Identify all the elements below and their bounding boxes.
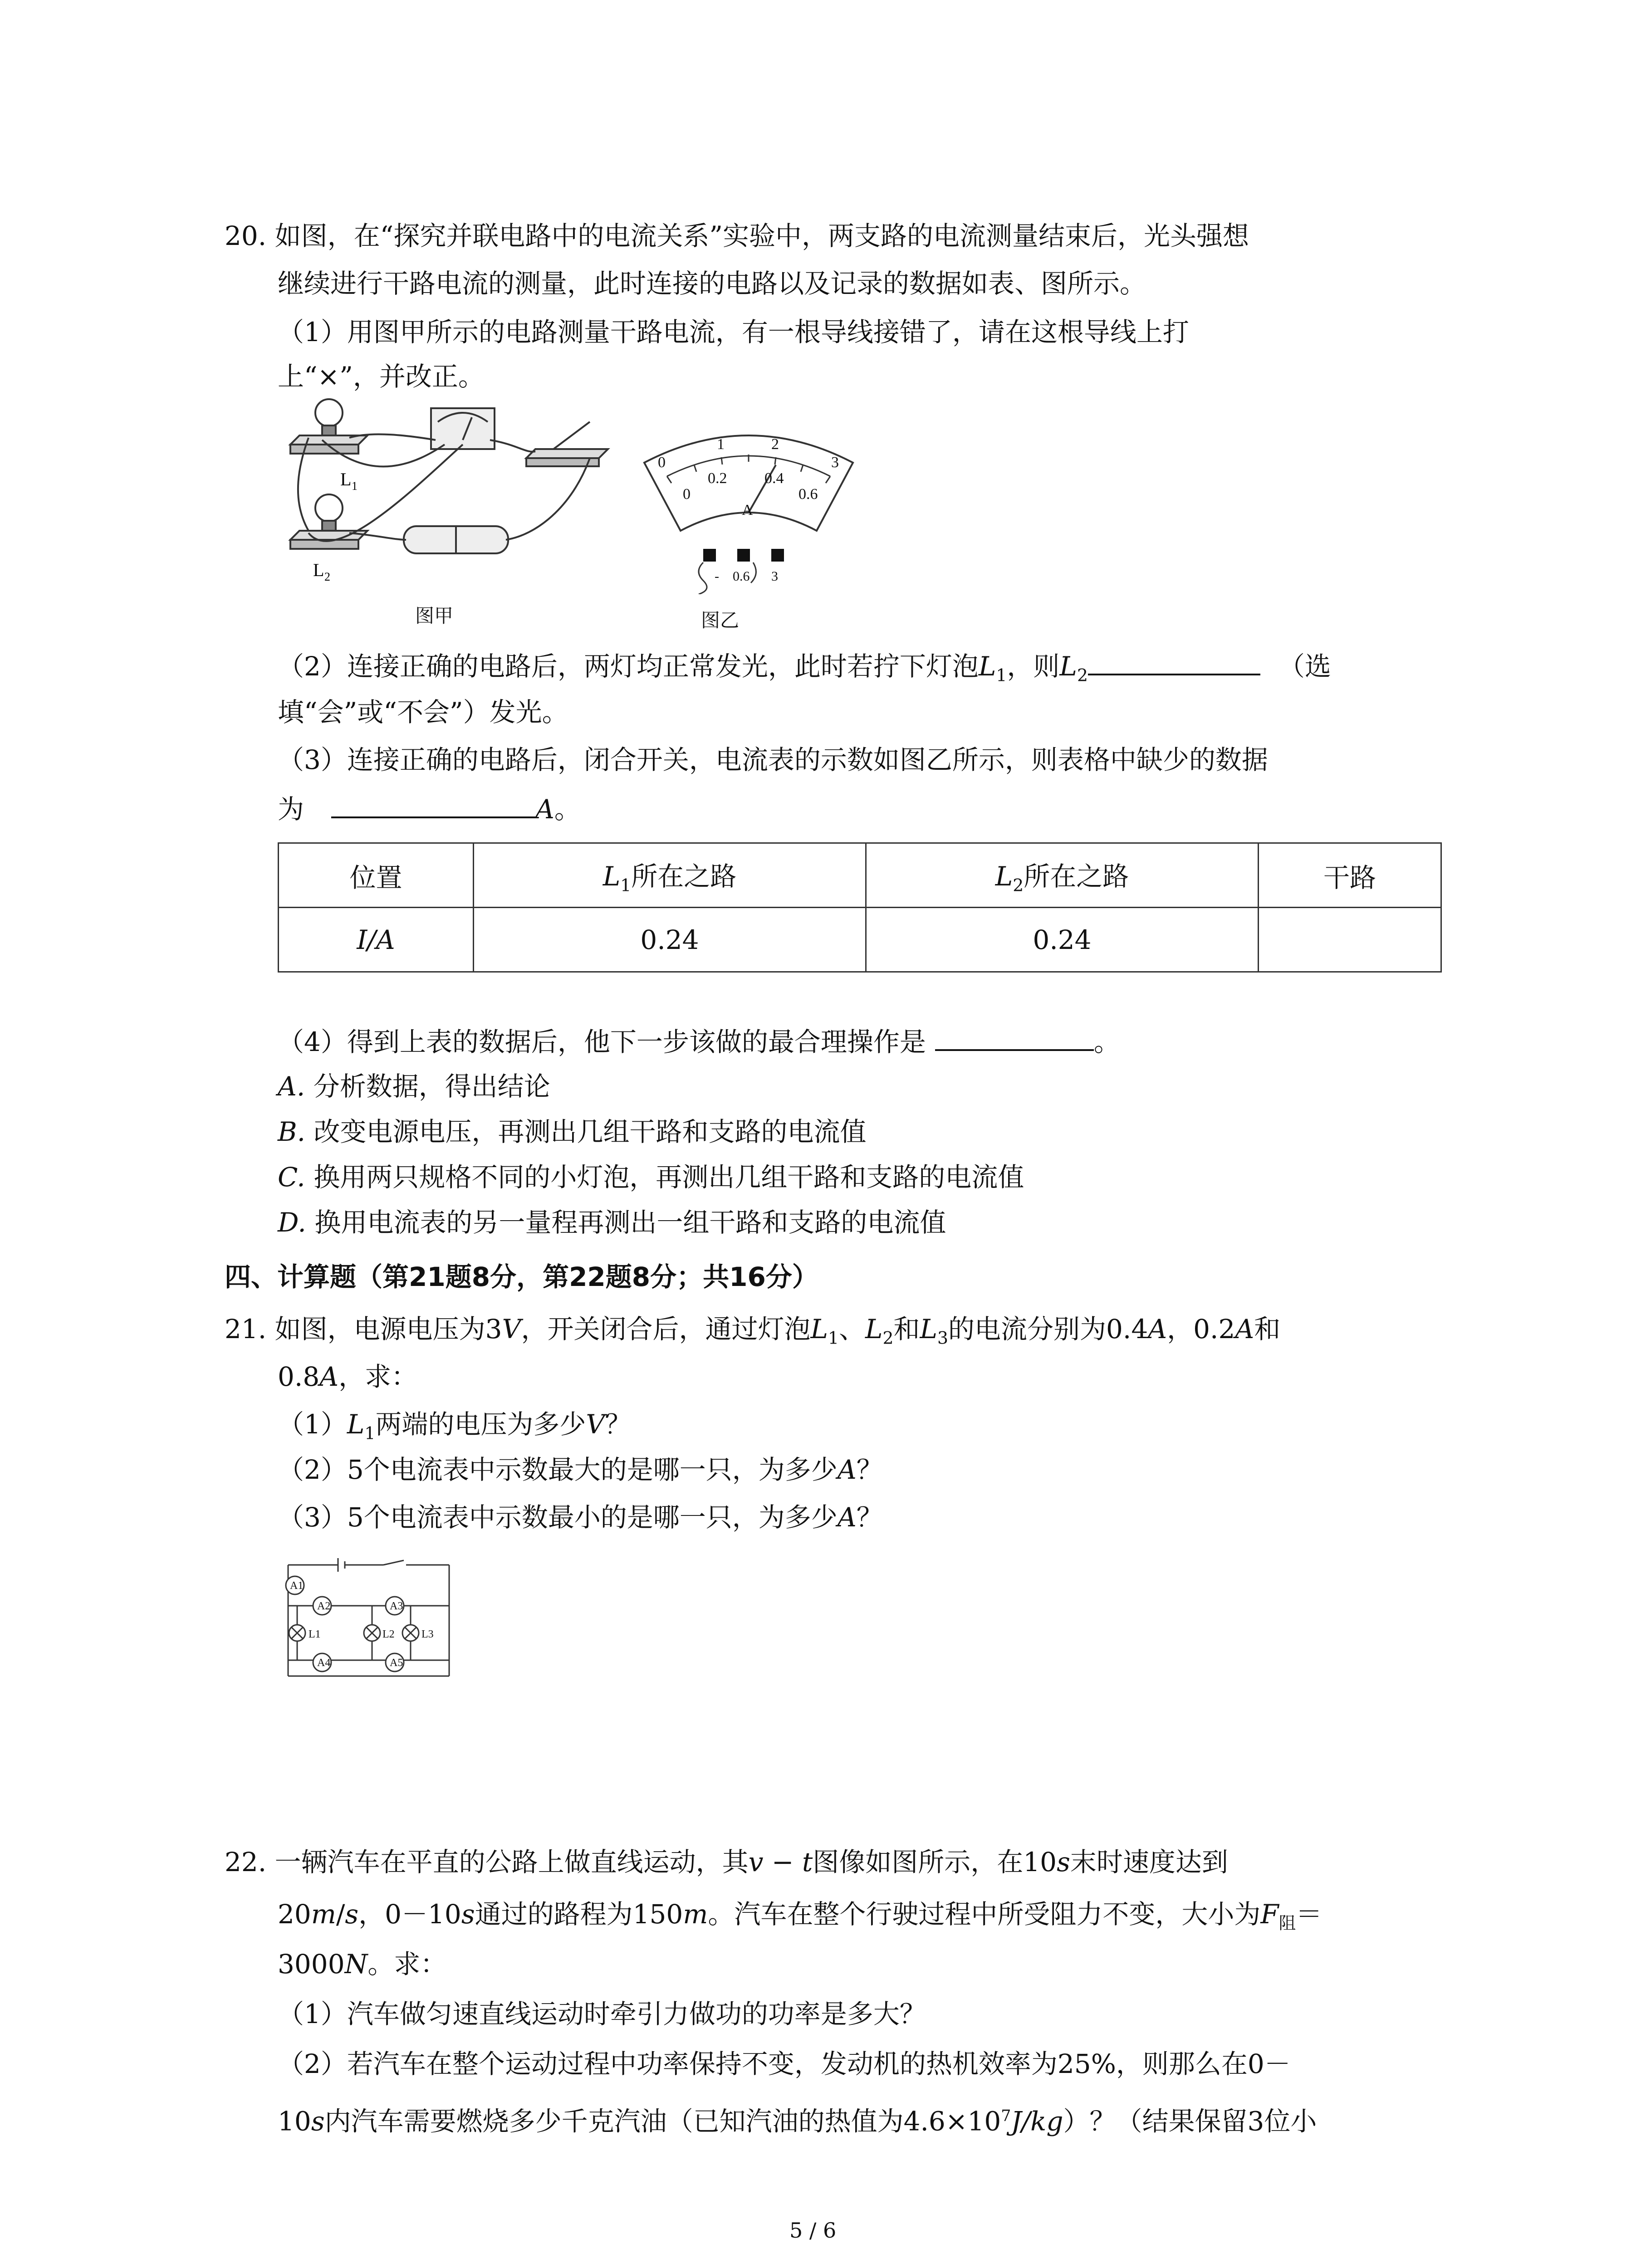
q21-ammeter-a4: A4 [317, 1657, 331, 1669]
q21-part1-end: ？ [605, 1409, 632, 1440]
terminal-3: 3 [771, 569, 778, 584]
q21-line2-value: 0.8 [278, 1361, 320, 1392]
fig-a-l2-sub: 2 [324, 570, 330, 583]
table-cell-unit: I/A [279, 908, 474, 972]
table-header-l1-text: 所在之路 [631, 861, 737, 892]
table-header-l2 [866, 843, 1259, 908]
q21-ammeter-a3: A3 [390, 1600, 403, 1612]
q20-stem-line2: 继续进行干路电流的测量，此时连接的电路以及记录的数据如表、图所示。 [278, 268, 1146, 299]
dial-bottom-06: 0.6 [798, 486, 818, 503]
table-header-l2-symbol: L [995, 861, 1013, 892]
q20-part2-l1-sub: 1 [996, 665, 1007, 685]
q22-part2-unit: J/kg [1011, 2106, 1063, 2137]
terminal-negative: - [715, 569, 719, 584]
q22-part1: （1）汽车做匀速直线运动时牵引力做功的功率是多大？ [278, 1999, 926, 2029]
option-a-text: 分析数据，得出结论 [313, 1071, 550, 1102]
q22-line2-e: ＝ [1296, 1899, 1323, 1930]
option-b-text: 改变电源电压，再测出几组干路和支路的电流值 [314, 1116, 867, 1147]
fig-a-caption: 图甲 [415, 605, 454, 627]
ammeter-dial-figure-b [635, 426, 862, 594]
q22-part2-exponent: 7 [1001, 2107, 1011, 2125]
q20-part3-end: 。 [554, 794, 581, 825]
q20-part2-mid: ，则 [1007, 651, 1060, 682]
q20-part2-line2: 填“会”或“不会”）发光。 [278, 697, 568, 728]
q20-part2-l2: L [1059, 651, 1077, 682]
dial-top-0: 0 [658, 454, 666, 471]
dial-top-1: 1 [717, 436, 725, 453]
q20-part3-line2 [278, 789, 581, 827]
q21-part2: （2）5个电流表中示数最大的是哪一只，为多少A？ [278, 1454, 883, 1485]
table-cell-main-value[interactable] [1259, 908, 1441, 972]
q21-text-e: ，0.2 [1167, 1314, 1235, 1344]
fig-a-l1-sub: 1 [352, 479, 358, 493]
q22-part2-a: 10 [278, 2106, 311, 2137]
q20-part3-unit: A [535, 794, 554, 825]
q22-line3-a: 3000 [278, 1949, 345, 1980]
q21-lamp-l1: L1 [309, 1628, 321, 1640]
q21-ammeter-a5: A5 [390, 1657, 403, 1669]
q21-ammeter-a1: A1 [290, 1580, 304, 1592]
option-c-letter: C. [278, 1162, 305, 1193]
q21-line2: 0.8A，求： [278, 1361, 418, 1392]
q22-part2-b: 内汽车需要燃烧多少千克汽油（已知汽油的热值为4.6×10 [324, 2106, 1001, 2137]
q21-text-c: 和 [893, 1314, 920, 1344]
table-header-main: 干路 [1259, 843, 1441, 908]
circuit-figure-a [281, 395, 612, 594]
q22-line2: 20m/s，0－10s通过的路程为150m。汽车在整个行驶过程中所受阻力不变，大小为$F_阻=$ [278, 1899, 1323, 1933]
q20-part2-l1: L [978, 651, 996, 682]
table-cell-l1-value: 0.24 [474, 908, 866, 972]
q22-part2-c: ）？（结果保留3位小 [1063, 2106, 1317, 2137]
table-header-l1 [474, 843, 866, 908]
q20-part4-end: 。 [1093, 1026, 1120, 1057]
fig-a-l2-label: L [313, 560, 324, 580]
q21-part3-text: （3）5个电流表中示数最小的是哪一只，为多少 [278, 1502, 838, 1533]
section-title: 四、计算题（第21题8分，第22题8分；共16分） [225, 1261, 818, 1292]
option-b-letter: B. [278, 1116, 306, 1147]
q21-lamp-l3: L3 [421, 1628, 434, 1640]
dial-bottom-04: 0.4 [764, 470, 784, 487]
current-data-table [278, 842, 1442, 973]
q20-part3-answer-blank[interactable] [331, 789, 535, 818]
q22-line3: 3000N。求： [278, 1949, 447, 1980]
q22-text-b: 图像如图所示，在10 [813, 1847, 1057, 1877]
fig-a-l1-label: L [340, 469, 352, 489]
q22-part2-line2: 10s内汽车需要燃烧多少千克汽油（已知汽油的热值为$4.6\times 10^7J/kg$）？（结果保留3位小 [278, 2106, 1317, 2137]
q20-part4-text: （4）得到上表的数据后，他下一步该做的最合理操作是 [278, 1026, 926, 1057]
q21-text-a: 21. 如图，电源电压为3 [225, 1314, 502, 1344]
q21-part2-end: ？ [856, 1454, 883, 1485]
q22-text-a: 22. 一辆汽车在平直的公路上做直线运动，其 [225, 1847, 749, 1877]
fig-b-caption: 图乙 [701, 609, 740, 631]
q21-ammeter-a2: A2 [317, 1600, 331, 1612]
q22-text-c: 末时速度达到 [1070, 1847, 1228, 1877]
q20-part4-line [278, 1022, 1120, 1060]
q20-part3-line1: （3）连接正确的电路后，闭合开关，电流表的示数如图乙所示，则表格中缺少的数据 [278, 744, 1268, 775]
table-header-position: 位置 [279, 843, 474, 908]
q20-part3-text-a: 为 [278, 794, 304, 825]
q20-part2-line1 [278, 646, 1331, 694]
table-header-l1-sub: 1 [620, 875, 632, 895]
q20-part2-l2-sub: 2 [1077, 665, 1088, 685]
q21-text-d: 的电流分别为0.4 [948, 1314, 1148, 1344]
q22-line2-c: 通过的路程为150 [475, 1899, 683, 1930]
page-number: 5 / 6 [789, 2218, 837, 2243]
q20-part2-end: （选 [1278, 651, 1331, 682]
dial-bottom-0: 0 [683, 486, 691, 503]
q21-text-b: ，开关闭合后，通过灯泡 [521, 1314, 811, 1344]
q22-line2-a: 20 [278, 1899, 311, 1930]
table-header-l2-sub: 2 [1013, 875, 1024, 895]
q21-text-f: 和 [1254, 1314, 1281, 1344]
q21-part1: $(1)L_1$两端的电压为多少V？ [278, 1409, 632, 1443]
table-header-row [279, 843, 1441, 908]
q20-part2-text-a: （2）连接正确的电路后，两灯均正常发光，此时若拧下灯泡 [278, 651, 979, 682]
q21-part1-num: （1） [278, 1409, 347, 1440]
q21-line1: 21. 如图，电源电压为3V，开关闭合后，通过灯泡$L_1$、$L_2$和$L_3$的电流分别为0.4A，0.2A和 [225, 1314, 1281, 1348]
q20-option-d[interactable] [278, 1204, 946, 1241]
option-a-letter: A. [278, 1071, 305, 1102]
option-d-text: 换用电流表的另一量程再测出一组干路和支路的电流值 [314, 1207, 946, 1238]
option-c-text: 换用两只规格不同的小灯泡，再测出几组干路和支路的电流值 [314, 1162, 1024, 1193]
q21-lamp-l2: L2 [382, 1628, 395, 1640]
q20-part1-line1: （1）用图甲所示的电路测量干路电流，有一根导线接错了，请在这根导线上打 [278, 317, 1189, 347]
table-header-l1-symbol: L [603, 861, 621, 892]
dial-unit: A [742, 502, 753, 518]
q20-option-b[interactable] [278, 1114, 867, 1150]
table-cell-l2-value: 0.24 [866, 908, 1259, 972]
q22-line1: 22. 一辆汽车在平直的公路上做直线运动，其v − t图像如图所示，在10s末时速度达到 [225, 1847, 1228, 1877]
dial-bottom-02: 0.2 [708, 470, 727, 487]
q22-line2-b: ，0－10 [358, 1899, 461, 1930]
q21-part2-text: （2）5个电流表中示数最大的是哪一只，为多少 [278, 1454, 838, 1485]
q20-part2-answer-blank[interactable] [1088, 646, 1260, 675]
q20-stem-line1: 20. 如图，在“探究并联电路中的电流关系”实验中，两支路的电流测量结束后，光头强想 [225, 220, 1249, 251]
q22-line3-b: 。求： [367, 1949, 447, 1980]
q21-circuit-figure [279, 1551, 456, 1687]
table-row [279, 908, 1441, 972]
q22-part2-line1: （2）若汽车在整个运动过程中功率保持不变，发动机的热机效率为25%，则那么在0－ [278, 2048, 1291, 2079]
q21-volt-unit: V [502, 1314, 521, 1344]
q22-line2-d: 。汽车在整个行驶过程中所受阻力不变，大小为 [708, 1899, 1261, 1930]
terminal-06: 0.6 [733, 569, 750, 584]
q20-option-a[interactable] [278, 1068, 550, 1105]
table-header-l2-text: 所在之路 [1024, 861, 1129, 892]
q21-part1-text: 两端的电压为多少 [375, 1409, 586, 1440]
option-d-letter: D. [278, 1207, 306, 1238]
q21-part3: （3）5个电流表中示数最小的是哪一只，为多少A？ [278, 1502, 883, 1533]
q20-part1-line2: 上“×”，并改正。 [278, 361, 485, 392]
dial-top-2: 2 [771, 436, 779, 453]
q21-line2-text: ，求： [338, 1361, 418, 1392]
q20-option-c[interactable] [278, 1159, 1024, 1195]
dial-top-3: 3 [831, 454, 839, 471]
q20-part4-answer-blank[interactable] [935, 1022, 1094, 1051]
q21-part3-end: ？ [856, 1502, 883, 1533]
